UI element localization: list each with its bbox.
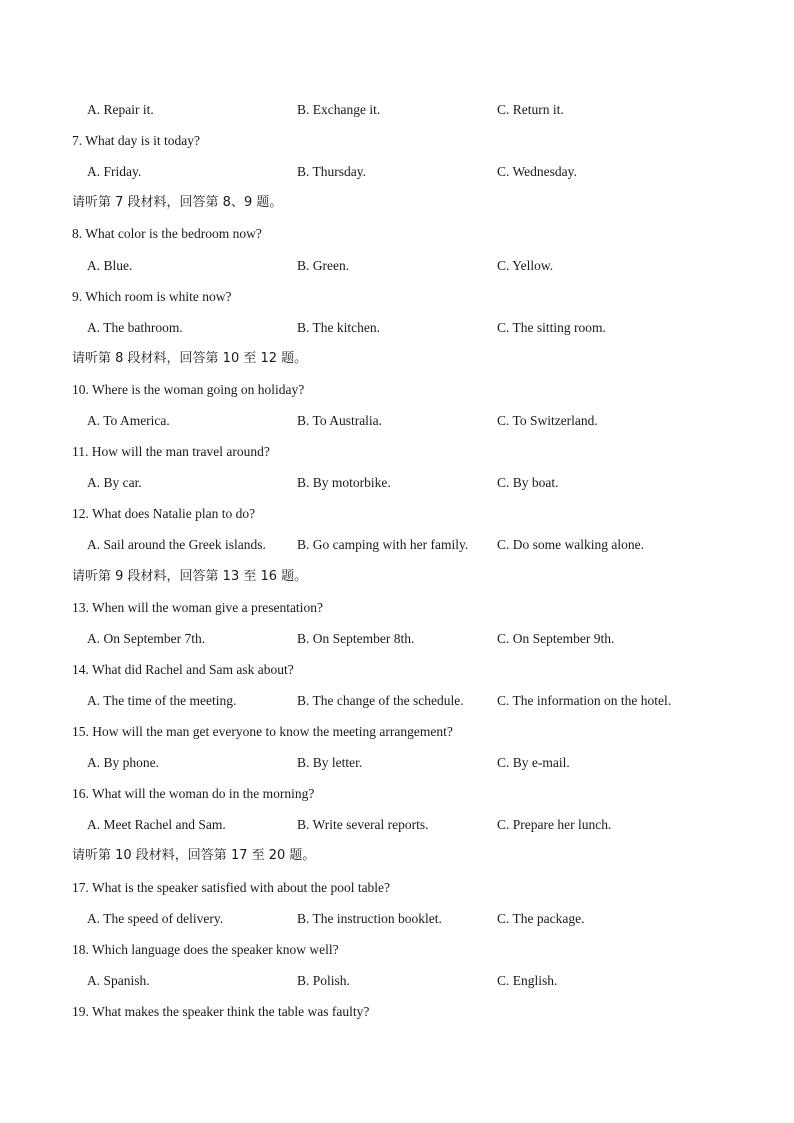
section-instruction — [0, 567, 794, 587]
option-b: B. The instruction booklet. — [297, 911, 442, 926]
question-text: 15. How will the man get everyone to know the meeting arrangement? — [72, 724, 453, 739]
option-a: A. The bathroom. — [87, 320, 183, 335]
question-text: 12. What does Natalie plan to do? — [72, 506, 256, 521]
option-row — [0, 753, 794, 773]
question — [0, 504, 794, 524]
option-a: A. The speed of delivery. — [87, 911, 224, 926]
option-b: B. The kitchen. — [297, 320, 380, 335]
option-a: A. Meet Rachel and Sam. — [87, 817, 226, 832]
option-c: C. English. — [497, 973, 558, 988]
question-text: 18. Which language does the speaker know well? — [72, 942, 339, 957]
option-c: C. To Switzerland. — [497, 413, 598, 428]
question-text: 14. What did Rachel and Sam ask about? — [72, 662, 294, 677]
option-row — [0, 691, 794, 711]
option-a: A. By phone. — [87, 755, 159, 770]
option-b: B. By motorbike. — [297, 475, 391, 490]
option-c: C. Yellow. — [497, 258, 554, 273]
option-c: C. The package. — [497, 911, 585, 926]
option-row — [0, 971, 794, 991]
question — [0, 1002, 794, 1022]
question — [0, 878, 794, 898]
option-c: C. By e-mail. — [497, 755, 570, 770]
question-text: 16. What will the woman do in the morning? — [72, 786, 315, 801]
question — [0, 380, 794, 400]
option-row — [0, 256, 794, 276]
question — [0, 722, 794, 742]
option-b: B. Go camping with her family. — [297, 537, 469, 552]
option-row — [0, 909, 794, 929]
section-instruction — [0, 846, 794, 866]
option-row — [0, 473, 794, 493]
question — [0, 660, 794, 680]
option-c: C. Do some walking alone. — [497, 537, 644, 552]
section-instruction-text: 请听第 10 段材料，回答第 17 至 20 题。 — [72, 848, 316, 863]
option-c: C. The information on the hotel. — [497, 693, 672, 708]
section-instruction-text: 请听第 9 段材料，回答第 13 至 16 题。 — [72, 569, 308, 584]
option-a: A. Blue. — [87, 258, 133, 273]
option-b: B. By letter. — [297, 755, 363, 770]
question-text: 7. What day is it today? — [72, 133, 200, 148]
option-a: A. To America. — [87, 413, 170, 428]
question — [0, 287, 794, 307]
section-instruction — [0, 193, 794, 213]
option-row — [0, 100, 794, 120]
option-c: C. Return it. — [497, 102, 564, 117]
option-a: A. Friday. — [87, 164, 142, 179]
option-c: C. The sitting room. — [497, 320, 606, 335]
question — [0, 131, 794, 151]
question — [0, 940, 794, 960]
question-text: 8. What color is the bedroom now? — [72, 226, 262, 241]
option-b: B. To Australia. — [297, 413, 383, 428]
question-text: 10. Where is the woman going on holiday? — [72, 382, 305, 397]
option-a: A. Sail around the Greek islands. — [87, 537, 266, 552]
option-c: C. On September 9th. — [497, 631, 615, 646]
option-b: B. The change of the schedule. — [297, 693, 464, 708]
question — [0, 224, 794, 244]
question-text: 19. What makes the speaker think the table was faulty? — [72, 1004, 370, 1019]
option-c: C. By boat. — [497, 475, 559, 490]
question — [0, 598, 794, 618]
question — [0, 784, 794, 804]
option-a: A. Spanish. — [87, 973, 150, 988]
option-b: B. Green. — [297, 258, 350, 273]
option-b: B. Write several reports. — [297, 817, 429, 832]
option-c: C. Prepare her lunch. — [497, 817, 612, 832]
option-b: B. Polish. — [297, 973, 350, 988]
option-c: C. Wednesday. — [497, 164, 577, 179]
option-row — [0, 411, 794, 431]
question — [0, 442, 794, 462]
option-row — [0, 162, 794, 182]
section-instruction-text: 请听第 8 段材料，回答第 10 至 12 题。 — [72, 351, 308, 366]
option-a: A. Repair it. — [87, 102, 154, 117]
question-text: 9. Which room is white now? — [72, 289, 232, 304]
option-b: B. Thursday. — [297, 164, 366, 179]
question-text: 17. What is the speaker satisfied with about the pool table? — [72, 880, 391, 895]
option-b: B. On September 8th. — [297, 631, 415, 646]
option-a: A. On September 7th. — [87, 631, 206, 646]
option-row — [0, 629, 794, 649]
option-row — [0, 318, 794, 338]
section-instruction-text: 请听第 7 段材料，回答第 8、9 题。 — [72, 195, 283, 210]
option-a: A. The time of the meeting. — [87, 693, 237, 708]
option-row — [0, 815, 794, 835]
question-text: 13. When will the woman give a presentation? — [72, 600, 323, 615]
question-text: 11. How will the man travel around? — [72, 444, 270, 459]
section-instruction — [0, 349, 794, 369]
option-b: B. Exchange it. — [297, 102, 381, 117]
option-a: A. By car. — [87, 475, 142, 490]
option-row — [0, 535, 794, 555]
